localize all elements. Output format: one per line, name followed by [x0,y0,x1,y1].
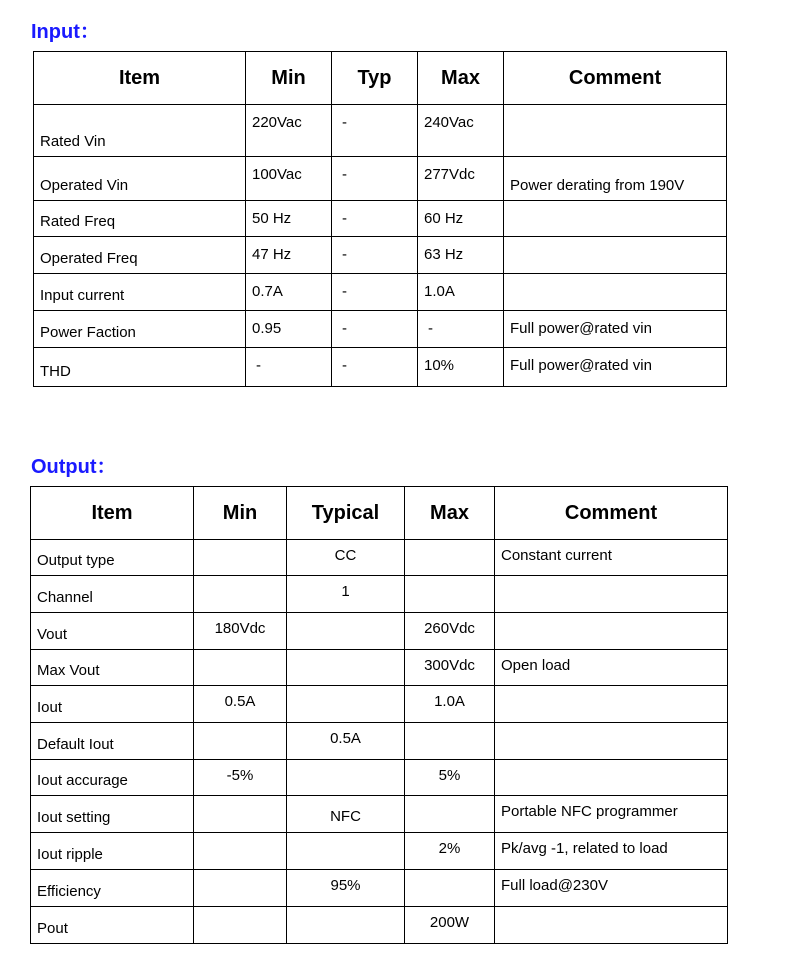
cell-max [405,540,495,576]
cell-max: 60 Hz [418,201,504,237]
header-max: Max [405,487,495,540]
cell-min [194,576,287,613]
cell-comment: Full load@230V [495,870,728,907]
table-row [34,348,727,387]
table-row [34,157,727,201]
header-typ: Typ [332,52,418,105]
cell-min: 100Vac [246,157,332,201]
cell-item: Iout ripple [31,833,194,870]
cell-min: 0.5A [194,686,287,723]
table-row [34,201,727,237]
cell-min: - [246,348,332,387]
cell-typical [287,760,405,796]
cell-typ: - [332,201,418,237]
cell-typ: - [332,274,418,311]
cell-item: Pout [31,907,194,944]
cell-comment: Constant current [495,540,728,576]
cell-comment: Pk/avg -1, related to load [495,833,728,870]
cell-comment [495,613,728,650]
table-row [31,796,728,833]
header-typical: Typical [287,487,405,540]
cell-comment [495,576,728,613]
cell-typical: 95% [287,870,405,907]
cell-min: 0.7A [246,274,332,311]
header-min: Min [194,487,287,540]
cell-comment [504,274,727,311]
cell-min [194,870,287,907]
input-section-title: Input： [31,21,100,43]
cell-item: Input current [34,274,246,311]
table-row [31,576,728,613]
table-header-row [31,487,728,540]
cell-max: 1.0A [418,274,504,311]
table-row [34,105,727,157]
table-row [31,540,728,576]
input-spec-table [33,51,727,387]
cell-max: - [418,311,504,348]
cell-comment: Full power@rated vin [504,348,727,387]
cell-min: 220Vac [246,105,332,157]
cell-comment [495,686,728,723]
cell-typical [287,907,405,944]
cell-min [194,796,287,833]
cell-comment [504,105,727,157]
cell-comment [495,907,728,944]
table-row [34,311,727,348]
cell-item: Iout accurage [31,760,194,796]
cell-item: Rated Vin [34,105,246,157]
cell-min: -5% [194,760,287,796]
header-max: Max [418,52,504,105]
cell-item: Output type [31,540,194,576]
cell-max [405,796,495,833]
cell-min: 180Vdc [194,613,287,650]
cell-max [405,723,495,760]
cell-item: Operated Vin [34,157,246,201]
cell-typ: - [332,348,418,387]
cell-item: Vout [31,613,194,650]
cell-min [194,650,287,686]
cell-item: THD [34,348,246,387]
header-item: Item [31,487,194,540]
cell-min [194,833,287,870]
cell-item: Iout setting [31,796,194,833]
cell-min [194,540,287,576]
cell-typical: 1 [287,576,405,613]
cell-min: 47 Hz [246,237,332,274]
cell-max: 5% [405,760,495,796]
cell-comment: Portable NFC programmer [495,796,728,833]
cell-comment: Power derating from 190V [504,157,727,201]
cell-item: Rated Freq [34,201,246,237]
cell-max [405,576,495,613]
cell-max: 300Vdc [405,650,495,686]
table-row [31,870,728,907]
cell-max: 1.0A [405,686,495,723]
header-comment: Comment [504,52,727,105]
table-row [31,650,728,686]
cell-max: 2% [405,833,495,870]
cell-typical: 0.5A [287,723,405,760]
header-comment: Comment [495,487,728,540]
table-row [34,274,727,311]
cell-typ: - [332,311,418,348]
cell-typical [287,833,405,870]
cell-min: 50 Hz [246,201,332,237]
cell-item: Efficiency [31,870,194,907]
table-row [31,907,728,944]
cell-comment: Full power@rated vin [504,311,727,348]
cell-max: 63 Hz [418,237,504,274]
cell-comment [504,201,727,237]
cell-typical [287,613,405,650]
cell-max: 260Vdc [405,613,495,650]
table-row [31,833,728,870]
cell-item: Operated Freq [34,237,246,274]
cell-comment [495,723,728,760]
cell-typical [287,686,405,723]
table-row [31,686,728,723]
cell-min: 0.95 [246,311,332,348]
header-min: Min [246,52,332,105]
cell-max: 10% [418,348,504,387]
output-section-title: Output： [31,456,117,478]
cell-max: 240Vac [418,105,504,157]
table-row [34,237,727,274]
cell-min [194,907,287,944]
cell-typical: NFC [287,796,405,833]
cell-comment: Open load [495,650,728,686]
cell-item: Iout [31,686,194,723]
cell-typ: - [332,157,418,201]
cell-item: Channel [31,576,194,613]
header-item: Item [34,52,246,105]
cell-item: Power Faction [34,311,246,348]
table-row [31,613,728,650]
cell-max: 200W [405,907,495,944]
table-header-row [34,52,727,105]
cell-max: 277Vdc [418,157,504,201]
cell-typical [287,650,405,686]
cell-comment [504,237,727,274]
cell-item: Default Iout [31,723,194,760]
table-row [31,723,728,760]
table-row [31,760,728,796]
cell-typ: - [332,237,418,274]
cell-item: Max Vout [31,650,194,686]
cell-typ: - [332,105,418,157]
cell-max [405,870,495,907]
cell-comment [495,760,728,796]
cell-typical: CC [287,540,405,576]
cell-min [194,723,287,760]
output-spec-table [30,486,728,944]
